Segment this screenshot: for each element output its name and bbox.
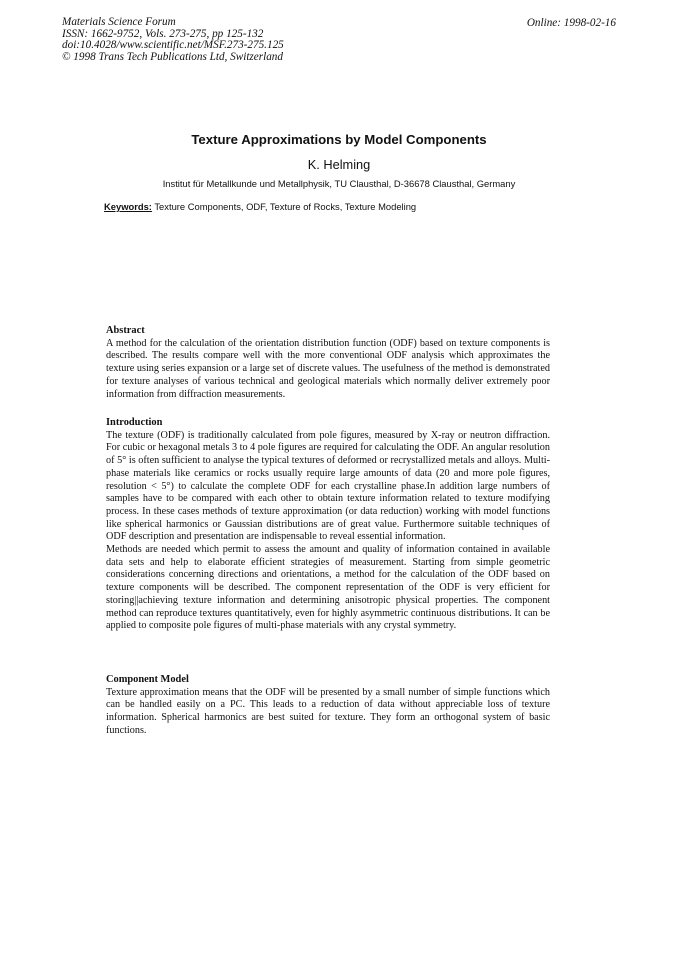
paper-title: Texture Approximations by Model Components <box>191 132 487 147</box>
issn-line: ISSN: 1662-9752, Vols. 273-275, pp 125-132 <box>62 27 264 40</box>
keywords-line <box>104 201 416 212</box>
component-model-heading: Component Model <box>106 674 189 685</box>
section-abstract <box>106 325 550 401</box>
component-model-paragraph: Texture approximation means that the ODF will be presented by a small number of simple functions which can be handled easily on a PC. This leads to a reduction of data without appreciable loss of texture information. Spherical harmonics are best suited for texture. They form an orthogonal system of basic functions. <box>106 686 550 736</box>
journal-name: Materials Science Forum <box>62 16 176 28</box>
section-introduction <box>106 417 550 633</box>
journal-header <box>62 17 284 63</box>
keywords-label: Keywords: <box>104 201 152 212</box>
introduction-paragraph-1: The texture (ODF) is traditionally calculated from pole figures, measured by X-ray or neutron diffraction. For cubic or hexagonal metals 3 to 4 pole figures are required for calculating the ODF. An angular resolution of 5° is often sufficient to analyse the typical textures of deformed or recrystallized metals and alloys. Multi-phase materials like ceramics or rocks usually require large amounts of data (20 and more pole figures, resolution < 5°) to calculate the complete ODF for each crystalline phase.In addition large numbers of samples have to be compared with each other to obtain texture information related to texture modifying process. In these cases methods of texture approximation (or data reduction) working with model functions like spherical harmonics or Gaussian distributions are of great value. Furthermore suitable techniques of ODF description and presentation are indispensable to reveal essential information. <box>106 429 550 543</box>
keywords-text: Texture Components, ODF, Texture of Rocks, Texture Modeling <box>154 201 417 212</box>
online-date: Online: 1998-02-16 <box>526 17 616 29</box>
abstract-heading: Abstract <box>106 325 145 336</box>
introduction-paragraph-2: Methods are needed which permit to assess the amount and quality of information contained in available data sets and help to elaborate efficient strategies of measurement. Starting from simple geometric considerations concerning directions and orientations, a method for the calculation of the ODF based on texture components will be described. The component representation of the ODF is very efficient for storing||achieving texture information and determining anisotropic physical properties. The component method can reproduce textures quantitatively, even for highly asymmetric continuous distributions. It can be applied to composite pole figures of multi-phase materials with any crystal symmetry. <box>106 544 550 632</box>
doi-line: doi:10.4028/www.scientific.net/MSF.273-275.125 <box>62 39 284 51</box>
copyright-line: © 1998 Trans Tech Publications Ltd, Switzerland <box>62 50 283 63</box>
introduction-heading: Introduction <box>106 417 163 428</box>
paper-author: K. Helming <box>307 157 371 172</box>
section-component-model <box>106 674 550 738</box>
abstract-paragraph: A method for the calculation of the orientation distribution function (ODF) based on texture components is described. The results compare well with the more conventional ODF analysis which approximates the texture using series expansion or a large set of discrete values. The usefulness of the method is demonstrated for texture analyses of various technical and geological materials which normally deliver extremely poor information from diffraction measurements. <box>106 337 550 400</box>
author-affiliation: Institut für Metallkunde und Metallphysik, TU Clausthal, D-36678 Clausthal, Germany <box>162 178 516 189</box>
